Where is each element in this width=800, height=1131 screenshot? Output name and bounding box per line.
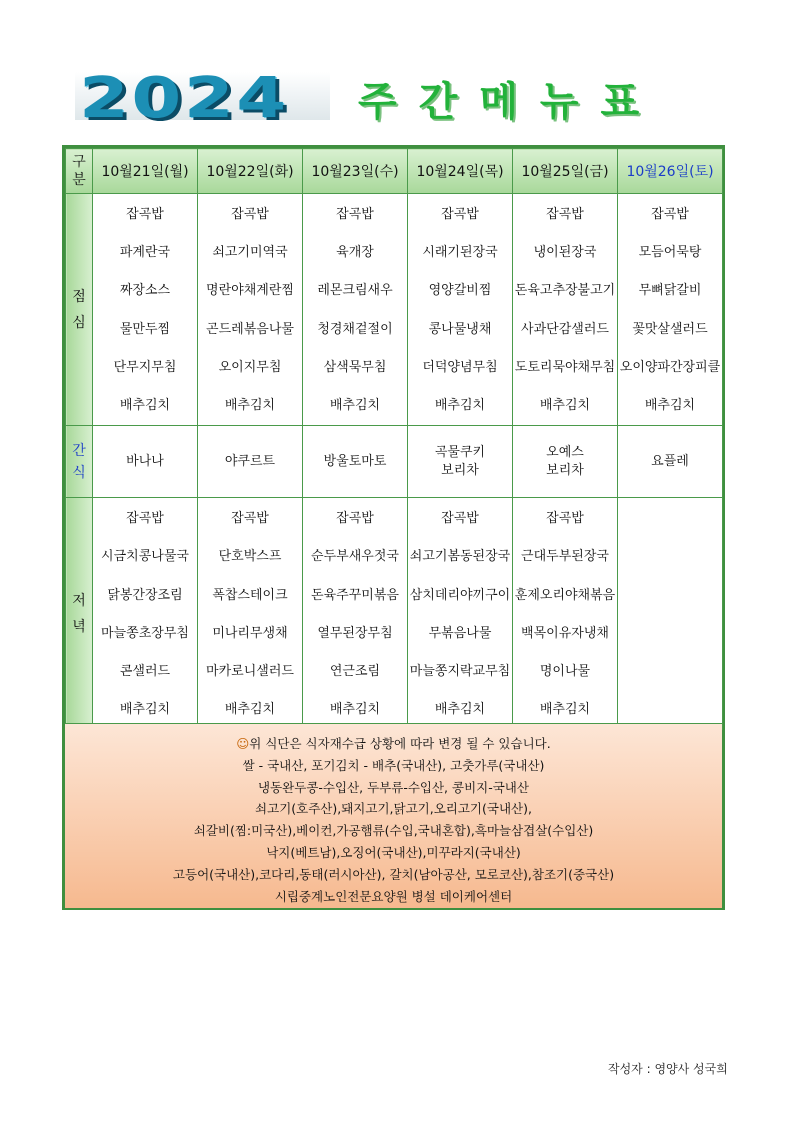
- snack-row: [66, 426, 723, 498]
- category-header: [66, 149, 93, 194]
- lunch-menu-item: 꽃맛살샐러드: [632, 321, 708, 337]
- dinner-label: [66, 498, 93, 730]
- dinner-menu-item: 폭찹스테이크: [212, 587, 288, 603]
- lunch-day-cell: [513, 194, 618, 426]
- lunch-menu-item: 배추김치: [644, 397, 696, 413]
- dinner-day-cell: [198, 498, 303, 730]
- day-header: 10월21일(월): [93, 149, 198, 194]
- lunch-menu-item: 배추김치: [434, 397, 486, 413]
- dinner-item-list: [618, 613, 722, 615]
- lunch-day-cell: [303, 194, 408, 426]
- lunch-day-cell: [408, 194, 513, 426]
- dinner-day-cell: [303, 498, 408, 730]
- dinner-day-cell: [93, 498, 198, 730]
- dinner-menu-item: 훈제오리야채볶음: [514, 587, 616, 603]
- year-logo: [75, 66, 330, 131]
- lunch-menu-item: 잡곡밥: [546, 207, 584, 222]
- dinner-day-cell: [408, 498, 513, 730]
- dinner-menu-item: 삼치데리야끼구이: [409, 587, 511, 603]
- snack-item-list: [93, 453, 197, 471]
- dinner-menu-item: 배추김치: [224, 702, 276, 718]
- day-header: 10월24일(목): [408, 149, 513, 194]
- snack-menu-item: 보리차: [546, 462, 584, 478]
- lunch-label: [66, 194, 93, 426]
- dinner-menu-item: 연근조림: [329, 663, 381, 679]
- snack-item-list: [513, 444, 617, 480]
- lunch-menu-item: 오이지무침: [218, 359, 282, 375]
- lunch-day-cell: [198, 194, 303, 426]
- dinner-menu-item: 잡곡밥: [441, 511, 479, 527]
- note-text: 낙지(베트남),오징어(국내산),미꾸라지(국내산): [266, 844, 521, 860]
- lunch-menu-item: 명란야채계란찜: [206, 283, 294, 299]
- dinner-menu-item: 마늘쫑초장무침: [101, 625, 189, 641]
- dinner-menu-item: 잡곡밥: [336, 511, 374, 527]
- snack-label: [66, 426, 93, 498]
- lunch-menu-item: 삼색묵무침: [323, 359, 387, 375]
- dinner-item-list: [408, 498, 512, 729]
- dinner-row: [66, 498, 723, 730]
- dinner-menu-item: 시금치콩나물국: [101, 549, 189, 565]
- note-line: [65, 820, 722, 842]
- lunch-menu-item: 육개장: [336, 245, 374, 261]
- note-text: 위 식단은 식자재수급 상황에 따라 변경 될 수 있습니다.: [249, 736, 551, 751]
- dinner-menu-item: 마늘쫑지락교무침: [409, 663, 511, 679]
- lunch-menu-item: 사과단감샐러드: [521, 321, 609, 337]
- dinner-menu-item: 잡곡밥: [546, 511, 584, 527]
- snack-menu-item: 보리차: [441, 462, 479, 478]
- note-text: 쇠고기(호주산),돼지고기,닭고기,오리고기(국내산),: [255, 801, 532, 817]
- note-line: [65, 755, 722, 777]
- lunch-menu-item: 콩나물냉채: [428, 321, 492, 337]
- dinner-label-text: 저녁: [72, 592, 86, 635]
- lunch-menu-item: 쇠고기미역국: [212, 245, 288, 261]
- lunch-day-cell: [618, 194, 723, 426]
- dinner-menu-item: 배추김치: [434, 702, 486, 718]
- dinner-menu-item: 잡곡밥: [231, 511, 269, 527]
- dinner-day-cell: [513, 498, 618, 730]
- day-header: 10월23일(수): [303, 149, 408, 194]
- dinner-menu-item: 마카로니샐러드: [206, 663, 294, 679]
- dinner-menu-item: 근대두부된장국: [521, 549, 609, 565]
- snack-menu-item: 오예스: [546, 444, 584, 460]
- lunch-menu-item: 모듬어묵탕: [638, 245, 702, 261]
- lunch-menu-item: 곤드레볶음나물: [206, 321, 294, 337]
- lunch-day-cell: [93, 194, 198, 426]
- lunch-item-list: [513, 194, 617, 425]
- note-text: 쌀 - 국내산, 포기김치 - 배추(국내산), 고춧가루(국내산): [242, 757, 545, 773]
- snack-menu-item: 바나나: [126, 453, 164, 469]
- snack-day-cell: [198, 426, 303, 498]
- dinner-item-list: [303, 498, 407, 729]
- dinner-item-list: [513, 498, 617, 729]
- note-line: [65, 864, 722, 886]
- dinner-menu-item: 콘샐러드: [119, 663, 171, 679]
- lunch-menu-item: 물만두찜: [119, 321, 171, 337]
- page-title: [75, 66, 675, 131]
- dinner-menu-item: 명이나물: [539, 663, 591, 679]
- note-text: 쇠갈비(찜:미국산),베이컨,가공햄류(수입,국내혼합),흑마늘삼겹살(수입산): [193, 823, 594, 839]
- snack-menu-item: 요플레: [651, 453, 689, 469]
- snack-day-cell: [93, 426, 198, 498]
- lunch-menu-item: 영양갈비찜: [428, 283, 492, 299]
- dinner-menu-item: 배추김치: [329, 702, 381, 718]
- lunch-item-list: [93, 194, 197, 425]
- category-label: 구분: [72, 154, 86, 188]
- lunch-menu-item: 더덕양념무침: [422, 359, 498, 375]
- snack-item-list: [303, 453, 407, 471]
- dinner-menu-item: 순두부새우젓국: [311, 549, 399, 565]
- lunch-item-list: [198, 194, 302, 425]
- dinner-menu-item: 단호박스프: [218, 549, 282, 565]
- note-text: 시립중계노인전문요양원 병설 데이케어센터: [274, 888, 513, 904]
- smile-icon: ☺: [236, 736, 250, 751]
- snack-item-list: [408, 444, 512, 480]
- dinner-menu-item: 잡곡밥: [126, 511, 164, 527]
- dinner-item-list: [93, 498, 197, 729]
- snack-menu-item: 야쿠르트: [224, 453, 276, 469]
- dinner-menu-item: 미나리무생채: [212, 625, 288, 641]
- dinner-menu-item: 백목이유자냉채: [521, 625, 609, 641]
- dinner-menu-item: 돈육주꾸미볶음: [311, 587, 399, 603]
- day-header-saturday: 10월26일(토): [618, 149, 723, 194]
- lunch-menu-item: 무뼈닭갈비: [638, 283, 702, 299]
- lunch-menu-item: 잡곡밥: [651, 207, 689, 222]
- writer: 작성자 : 영양사 성국희: [608, 1062, 728, 1076]
- lunch-menu-item: 잡곡밥: [231, 207, 269, 222]
- lunch-menu-item: 배추김치: [539, 397, 591, 413]
- day-header: 10월25일(금): [513, 149, 618, 194]
- lunch-label-text: 점심: [72, 288, 86, 331]
- lunch-menu-item: 파계란국: [119, 245, 171, 261]
- day-header: 10월22일(화): [198, 149, 303, 194]
- snack-day-cell: [513, 426, 618, 498]
- lunch-menu-item: 배추김치: [119, 397, 171, 413]
- dinner-menu-item: 쇠고기봄동된장국: [409, 549, 511, 565]
- dinner-menu-item: 배추김치: [119, 702, 171, 718]
- year-text: 2024: [79, 66, 289, 131]
- lunch-menu-item: 배추김치: [224, 397, 276, 413]
- lunch-menu-item: 단무지무침: [113, 359, 177, 375]
- snack-day-cell: [303, 426, 408, 498]
- dinner-item-list: [198, 498, 302, 729]
- header-row: [66, 149, 723, 194]
- dinner-menu-item: 열무된장무침: [317, 625, 393, 641]
- lunch-menu-item: 잡곡밥: [441, 207, 479, 222]
- lunch-item-list: [618, 194, 722, 425]
- lunch-menu-item: 청경채겉절이: [317, 321, 393, 337]
- snack-menu-item: 방울토마토: [323, 453, 387, 469]
- dinner-menu-item: 배추김치: [539, 702, 591, 718]
- snack-label-text: 간식: [72, 442, 86, 481]
- snack-menu-item: 곡물쿠키: [434, 444, 486, 460]
- note-line: [65, 733, 722, 755]
- weekly-menu-table: [65, 148, 723, 730]
- lunch-item-list: [303, 194, 407, 425]
- dinner-menu-item: 닭봉간장조림: [107, 587, 183, 603]
- lunch-menu-item: 짜장소스: [119, 283, 171, 299]
- note-text: 냉동완두콩-수입산, 두부류-수입산, 콩비지-국내산: [258, 779, 529, 795]
- lunch-menu-item: 도토리묵야채무침: [514, 359, 616, 375]
- lunch-menu-item: 돈육고추장불고기: [514, 283, 616, 299]
- note-text: 고등어(국내산),코다리,동태(러시아산), 갈치(남아공산, 모로코산),참조기(중국산): [172, 866, 615, 882]
- snack-day-cell: [618, 426, 723, 498]
- snack-day-cell: [408, 426, 513, 498]
- lunch-menu-item: 시래기된장국: [422, 245, 498, 261]
- notes-box: [65, 723, 722, 908]
- note-line: [65, 842, 722, 864]
- lunch-item-list: [408, 194, 512, 425]
- note-line: [65, 798, 722, 820]
- snack-item-list: [198, 453, 302, 471]
- snack-item-list: [618, 453, 722, 471]
- lunch-row: [66, 194, 723, 426]
- lunch-menu-item: 레몬크림새우: [317, 283, 393, 299]
- lunch-menu-item: 배추김치: [329, 397, 381, 413]
- note-line: [65, 777, 722, 799]
- dinner-day-cell: [618, 498, 723, 730]
- lunch-menu-item: 잡곡밥: [336, 207, 374, 222]
- lunch-menu-item: 잡곡밥: [126, 207, 164, 222]
- lunch-menu-item: 오이양파간장피클: [619, 359, 721, 375]
- lunch-menu-item: 냉이된장국: [533, 245, 597, 261]
- note-line: [65, 886, 722, 908]
- menu-title: 주간메뉴표: [358, 79, 662, 125]
- dinner-menu-item: 무볶음나물: [428, 625, 492, 641]
